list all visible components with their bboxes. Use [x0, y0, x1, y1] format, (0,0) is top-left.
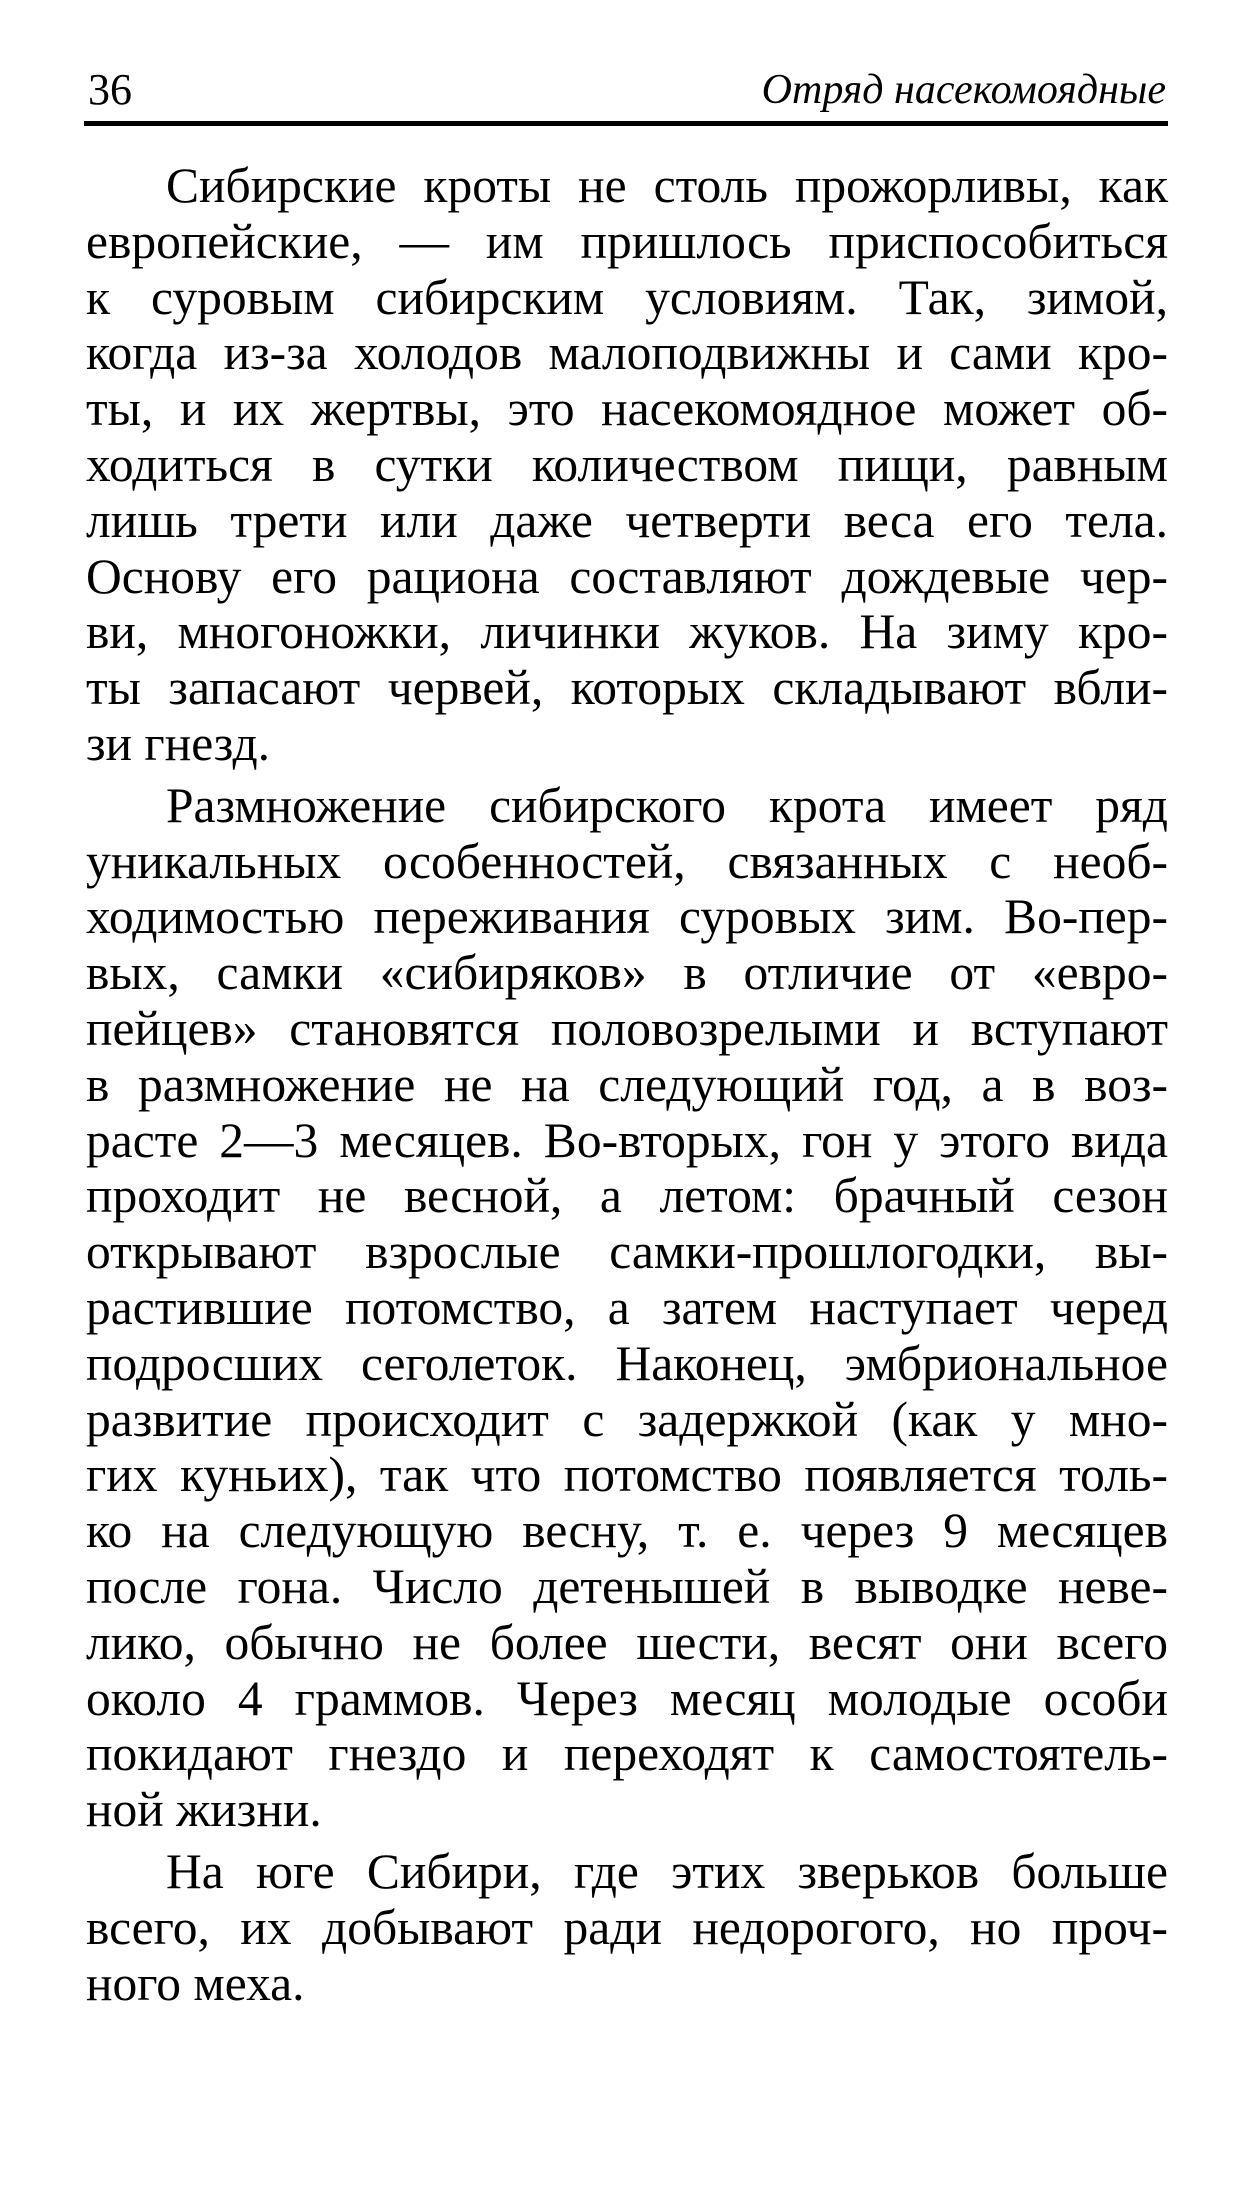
text-line: после гона. Число детенышей в выводке неве- [86, 1558, 1168, 1614]
text-line: расте 2—3 месяцев. Во-вторых, гон у этого вида [86, 1112, 1168, 1168]
page-header [88, 62, 1166, 118]
text-line: ходимостью переживания суровых зим. Во-пер- [86, 889, 1168, 945]
text-line: ко на следующую весну, т. е. через 9 месяцев [86, 1503, 1168, 1559]
text-line: всего, их добывают ради недорогого, но проч- [86, 1899, 1168, 1955]
text-line: ного меха. [86, 1955, 305, 2011]
text-line: ты, и их жертвы, это насекомоядное может об- [86, 381, 1168, 437]
text-line: растившие потомство, а затем наступает черед [86, 1279, 1168, 1335]
text-line: покидают гнездо и переходят к самостоятель- [86, 1726, 1168, 1782]
text-line: проходит не весной, а летом: брачный сезон [86, 1168, 1168, 1224]
paragraph-1 [86, 158, 1168, 772]
text-line: развитие происходит с задержкой (как у мно- [86, 1391, 1168, 1447]
text-line: пейцев» становятся половозрелыми и вступают [86, 1000, 1168, 1056]
text-line: открывают взрослые самки-прошлогодки, вы- [86, 1224, 1168, 1280]
page-number: 36 [88, 65, 132, 114]
header-rule [84, 121, 1168, 126]
text-line: гих куньих), так что потомство появляется толь- [86, 1447, 1168, 1503]
text-line: На юге Сибири, где этих зверьков больше [166, 1843, 1168, 1899]
text-line: Сибирские кроты не столь прожорливы, как [166, 158, 1168, 213]
text-line: ты запасают червей, которых складывают вбли- [86, 660, 1168, 716]
running-title: Отряд насекомоядные [761, 67, 1166, 113]
text-line: уникальных особенностей, связанных с необ- [86, 833, 1168, 889]
text-line: около 4 граммов. Через месяц молодые особи [86, 1670, 1168, 1726]
text-line: вых, самки «сибиряков» в отличие от «евро- [86, 945, 1168, 1001]
text-line: лико, обычно не более шести, весят они всего [86, 1614, 1168, 1670]
text-line: ви, многоножки, личинки жуков. На зиму кро- [86, 604, 1168, 660]
text-line: в размножение не на следующий год, а в воз- [86, 1056, 1168, 1112]
text-line: Основу его рациона составляют дождевые чер- [86, 548, 1168, 604]
text-line: когда из-за холодов малоподвижны и сами кро- [86, 325, 1168, 381]
text-line: ходиться в сутки количеством пищи, равным [86, 436, 1168, 492]
text-line: к суровым сибирским условиям. Так, зимой, [86, 269, 1168, 325]
text-line: зи гнезд. [86, 715, 271, 771]
text-line: ной жизни. [86, 1782, 322, 1838]
text-line: лишь трети или даже четверти веса его тела. [86, 492, 1168, 548]
text-line: Размножение сибирского крота имеет ряд [166, 777, 1168, 833]
paragraph-3 [86, 1844, 1168, 2011]
paragraph-2 [86, 778, 1168, 1838]
text-line: подросших сеголеток. Наконец, эмбриональное [86, 1335, 1168, 1391]
body-text [86, 158, 1168, 2011]
text-line: европейские, — им пришлось приспособиться [86, 213, 1168, 269]
